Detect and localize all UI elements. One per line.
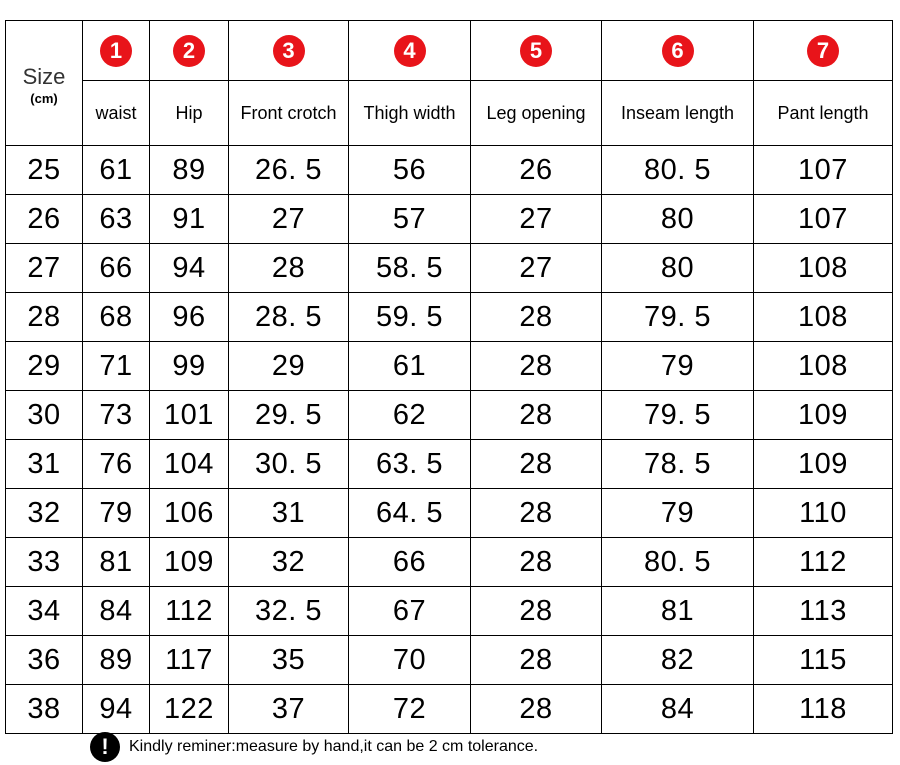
table-row bbox=[6, 538, 893, 587]
size-unit: (cm) bbox=[30, 90, 58, 106]
cell-waist: 84 bbox=[83, 587, 150, 636]
column-number-cell bbox=[83, 21, 150, 81]
exclamation-icon: ! bbox=[90, 732, 120, 762]
table-row bbox=[6, 587, 893, 636]
column-header-thigh-width: Thigh width bbox=[349, 81, 471, 146]
cell-front-crotch: 32 bbox=[229, 538, 349, 587]
cell-front-crotch: 28 bbox=[229, 244, 349, 293]
cell-pant-length: 108 bbox=[754, 293, 893, 342]
cell-leg-opening: 28 bbox=[471, 538, 602, 587]
cell-waist: 68 bbox=[83, 293, 150, 342]
table-header bbox=[6, 21, 893, 146]
cell-front-crotch: 26. 5 bbox=[229, 146, 349, 195]
cell-leg-opening: 28 bbox=[471, 391, 602, 440]
cell-pant-length: 113 bbox=[754, 587, 893, 636]
cell-thigh-width: 72 bbox=[349, 685, 471, 734]
cell-inseam-length: 80. 5 bbox=[602, 538, 754, 587]
cell-leg-opening: 28 bbox=[471, 685, 602, 734]
cell-inseam-length: 80 bbox=[602, 244, 754, 293]
cell-hip: 112 bbox=[150, 587, 229, 636]
cell-leg-opening: 27 bbox=[471, 195, 602, 244]
cell-size: 29 bbox=[6, 342, 83, 391]
cell-front-crotch: 30. 5 bbox=[229, 440, 349, 489]
cell-waist: 61 bbox=[83, 146, 150, 195]
number-badge-7: 7 bbox=[807, 35, 839, 67]
cell-pant-length: 109 bbox=[754, 391, 893, 440]
table-row bbox=[6, 195, 893, 244]
cell-inseam-length: 78. 5 bbox=[602, 440, 754, 489]
table-row bbox=[6, 489, 893, 538]
cell-pant-length: 112 bbox=[754, 538, 893, 587]
size-chart bbox=[5, 20, 892, 725]
cell-thigh-width: 61 bbox=[349, 342, 471, 391]
cell-thigh-width: 58. 5 bbox=[349, 244, 471, 293]
table-row bbox=[6, 440, 893, 489]
cell-waist: 76 bbox=[83, 440, 150, 489]
cell-inseam-length: 79. 5 bbox=[602, 391, 754, 440]
cell-pant-length: 110 bbox=[754, 489, 893, 538]
cell-inseam-length: 82 bbox=[602, 636, 754, 685]
cell-hip: 117 bbox=[150, 636, 229, 685]
cell-front-crotch: 35 bbox=[229, 636, 349, 685]
cell-leg-opening: 28 bbox=[471, 489, 602, 538]
cell-front-crotch: 29 bbox=[229, 342, 349, 391]
cell-hip: 99 bbox=[150, 342, 229, 391]
cell-waist: 79 bbox=[83, 489, 150, 538]
cell-leg-opening: 27 bbox=[471, 244, 602, 293]
cell-size: 34 bbox=[6, 587, 83, 636]
column-number-cell bbox=[349, 21, 471, 81]
cell-pant-length: 107 bbox=[754, 146, 893, 195]
table-row bbox=[6, 293, 893, 342]
cell-inseam-length: 84 bbox=[602, 685, 754, 734]
table-row bbox=[6, 636, 893, 685]
cell-inseam-length: 79. 5 bbox=[602, 293, 754, 342]
cell-leg-opening: 28 bbox=[471, 587, 602, 636]
cell-size: 36 bbox=[6, 636, 83, 685]
number-badge-2: 2 bbox=[173, 35, 205, 67]
column-number-cell bbox=[602, 21, 754, 81]
cell-pant-length: 118 bbox=[754, 685, 893, 734]
note-text: Kindly reminer:measure by hand,it can be 2 cm tolerance. bbox=[129, 738, 539, 755]
cell-thigh-width: 57 bbox=[349, 195, 471, 244]
cell-thigh-width: 66 bbox=[349, 538, 471, 587]
cell-size: 31 bbox=[6, 440, 83, 489]
column-header-front-crotch: Front crotch bbox=[229, 81, 349, 146]
number-badge-5: 5 bbox=[520, 35, 552, 67]
cell-thigh-width: 67 bbox=[349, 587, 471, 636]
table-row bbox=[6, 391, 893, 440]
cell-leg-opening: 26 bbox=[471, 146, 602, 195]
header-number-row bbox=[6, 21, 893, 81]
column-header-leg-opening: Leg opening bbox=[471, 81, 602, 146]
table-body bbox=[6, 146, 893, 734]
cell-inseam-length: 80 bbox=[602, 195, 754, 244]
table-row bbox=[6, 146, 893, 195]
cell-size: 25 bbox=[6, 146, 83, 195]
column-header-pant-length: Pant length bbox=[754, 81, 893, 146]
cell-thigh-width: 64. 5 bbox=[349, 489, 471, 538]
cell-hip: 122 bbox=[150, 685, 229, 734]
cell-hip: 91 bbox=[150, 195, 229, 244]
cell-pant-length: 108 bbox=[754, 342, 893, 391]
column-number-cell bbox=[150, 21, 229, 81]
cell-front-crotch: 32. 5 bbox=[229, 587, 349, 636]
table-row bbox=[6, 342, 893, 391]
cell-waist: 81 bbox=[83, 538, 150, 587]
cell-size: 26 bbox=[6, 195, 83, 244]
header-label-row bbox=[6, 81, 893, 146]
cell-pant-length: 108 bbox=[754, 244, 893, 293]
cell-waist: 71 bbox=[83, 342, 150, 391]
cell-leg-opening: 28 bbox=[471, 293, 602, 342]
column-header-hip: Hip bbox=[150, 81, 229, 146]
number-badge-6: 6 bbox=[662, 35, 694, 67]
cell-leg-opening: 28 bbox=[471, 636, 602, 685]
column-number-cell bbox=[754, 21, 893, 81]
cell-hip: 96 bbox=[150, 293, 229, 342]
cell-inseam-length: 79 bbox=[602, 342, 754, 391]
cell-size: 27 bbox=[6, 244, 83, 293]
cell-front-crotch: 28. 5 bbox=[229, 293, 349, 342]
cell-hip: 101 bbox=[150, 391, 229, 440]
cell-front-crotch: 37 bbox=[229, 685, 349, 734]
cell-inseam-length: 79 bbox=[602, 489, 754, 538]
cell-front-crotch: 31 bbox=[229, 489, 349, 538]
column-header-inseam-length: Inseam length bbox=[602, 81, 754, 146]
number-badge-4: 4 bbox=[394, 35, 426, 67]
cell-leg-opening: 28 bbox=[471, 342, 602, 391]
number-badge-3: 3 bbox=[273, 35, 305, 67]
size-header-cell bbox=[6, 21, 83, 146]
cell-inseam-length: 81 bbox=[602, 587, 754, 636]
cell-pant-length: 107 bbox=[754, 195, 893, 244]
cell-front-crotch: 27 bbox=[229, 195, 349, 244]
number-badge-1: 1 bbox=[100, 35, 132, 67]
cell-pant-length: 115 bbox=[754, 636, 893, 685]
cell-thigh-width: 59. 5 bbox=[349, 293, 471, 342]
cell-thigh-width: 70 bbox=[349, 636, 471, 685]
size-label: Size bbox=[22, 63, 66, 89]
cell-thigh-width: 62 bbox=[349, 391, 471, 440]
cell-hip: 104 bbox=[150, 440, 229, 489]
cell-hip: 89 bbox=[150, 146, 229, 195]
cell-front-crotch: 29. 5 bbox=[229, 391, 349, 440]
cell-size: 33 bbox=[6, 538, 83, 587]
table-row bbox=[6, 685, 893, 734]
table-row bbox=[6, 244, 893, 293]
size-table bbox=[5, 20, 893, 734]
cell-waist: 73 bbox=[83, 391, 150, 440]
column-header-waist: waist bbox=[83, 81, 150, 146]
cell-leg-opening: 28 bbox=[471, 440, 602, 489]
cell-waist: 66 bbox=[83, 244, 150, 293]
cell-inseam-length: 80. 5 bbox=[602, 146, 754, 195]
cell-pant-length: 109 bbox=[754, 440, 893, 489]
cell-size: 38 bbox=[6, 685, 83, 734]
tolerance-note bbox=[90, 731, 538, 763]
cell-hip: 94 bbox=[150, 244, 229, 293]
cell-size: 30 bbox=[6, 391, 83, 440]
cell-waist: 94 bbox=[83, 685, 150, 734]
cell-waist: 63 bbox=[83, 195, 150, 244]
cell-hip: 109 bbox=[150, 538, 229, 587]
cell-thigh-width: 63. 5 bbox=[349, 440, 471, 489]
cell-waist: 89 bbox=[83, 636, 150, 685]
cell-thigh-width: 56 bbox=[349, 146, 471, 195]
cell-hip: 106 bbox=[150, 489, 229, 538]
cell-size: 28 bbox=[6, 293, 83, 342]
column-number-cell bbox=[471, 21, 602, 81]
cell-size: 32 bbox=[6, 489, 83, 538]
column-number-cell bbox=[229, 21, 349, 81]
